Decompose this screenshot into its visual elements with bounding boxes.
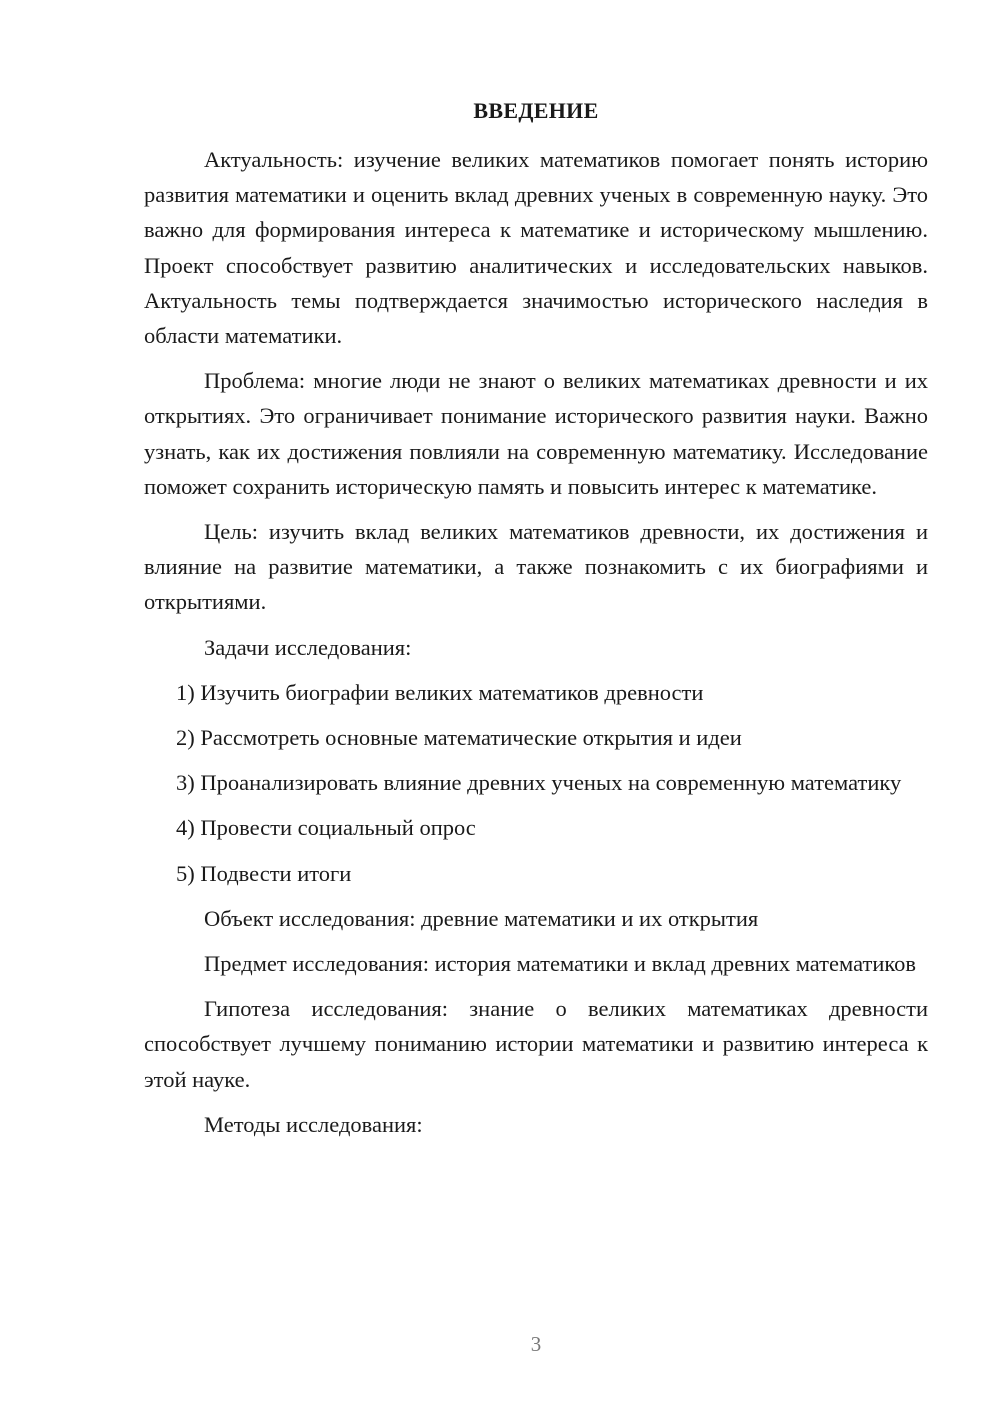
task-item-4: 4) Провести социальный опрос: [176, 815, 476, 841]
relevance-paragraph: Актуальность: изучение великих математиков помогает понять историю развития математики и оценить вклад древних ученых в современную науку. Это важно для формирования интереса к математике и историческому мышлению. Проект способствует развитию аналитических и исследовательских навыков. Актуальность темы подтверждается значимостью исторического наследия в области математики.: [144, 147, 928, 349]
page-number: 3: [530, 1332, 542, 1356]
goal-paragraph: Цель: изучить вклад великих математиков древности, их достижения и влияние на развитие математики, а также познакомить с их биографиями и открытиями.: [144, 519, 928, 615]
document-page: [144, 0, 928, 1414]
subject-paragraph: Предмет исследования: история математики и вклад древних математиков: [204, 951, 917, 977]
tasks-heading: Задачи исследования:: [204, 634, 412, 660]
problem-paragraph: Проблема: многие люди не знают о великих математиках древности и их открытиях. Это ограничивает понимание исторического развития науки. Важно узнать, как их достижения повлияли на современную математику. Исследование поможет сохранить историческую память и повысить интерес к математике.: [144, 368, 928, 499]
object-paragraph: Объект исследования: древние математики и их открытия: [204, 905, 759, 931]
task-item-2: 2) Рассмотреть основные математические открытия и идеи: [176, 725, 742, 751]
task-item-1: 1) Изучить биографии великих математиков древности: [176, 679, 704, 705]
task-item-5: 5) Подвести итоги: [176, 860, 352, 886]
methods-heading: Методы исследования:: [204, 1111, 423, 1137]
task-item-3: 3) Проанализировать влияние древних ученых на современную математику: [176, 770, 902, 796]
section-title: ВВЕДЕНИЕ: [473, 98, 599, 123]
body-text: [144, 142, 928, 1142]
hypothesis-paragraph: Гипотеза исследования: знание о великих математиках древности способствует лучшему пониманию истории математики и развитию интереса к этой науке.: [144, 996, 928, 1092]
